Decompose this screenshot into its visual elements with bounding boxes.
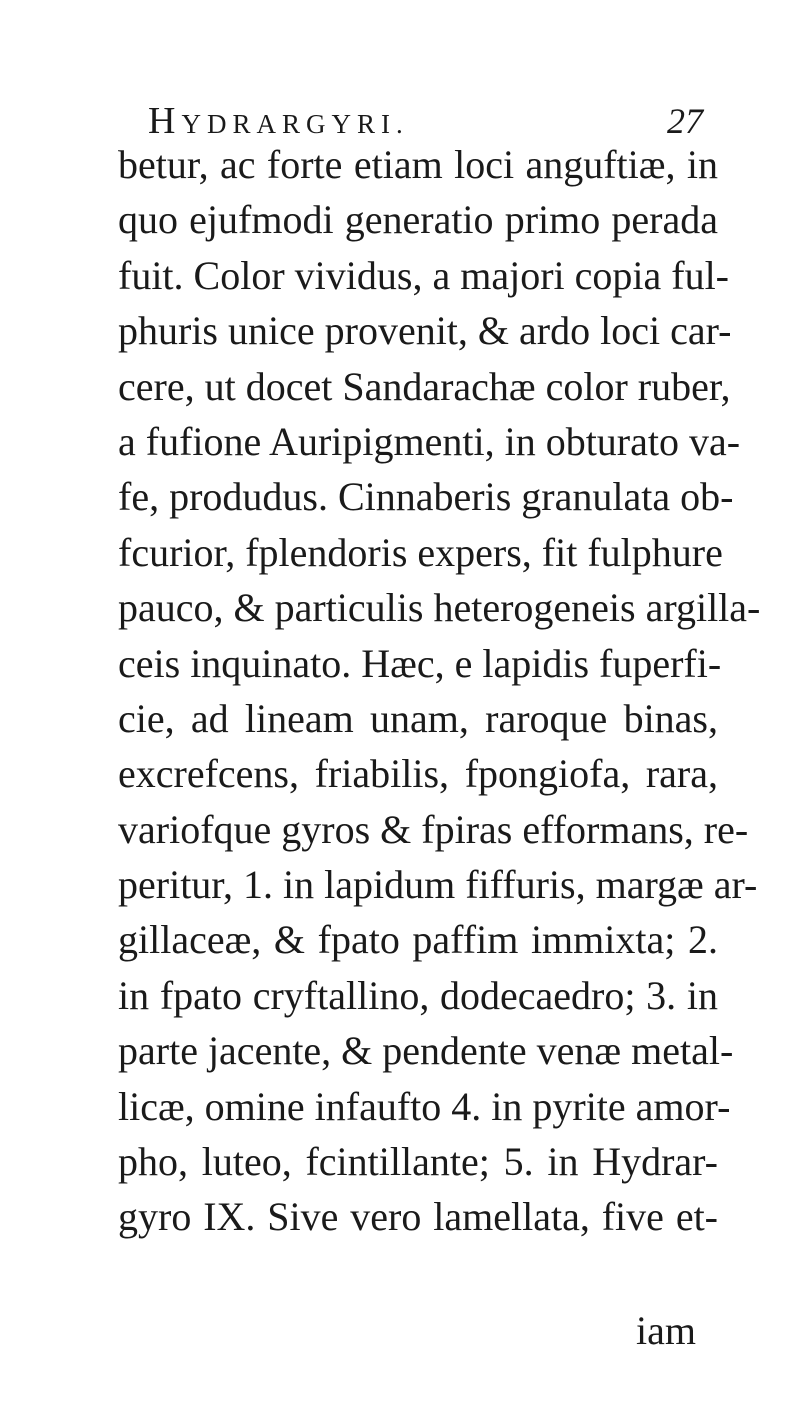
text-line: in fpato cryftallino, dodecaedro; 3. in — [118, 972, 718, 1018]
text-line: pauco, & particulis heterogeneis argilla- — [118, 585, 761, 631]
running-title-initial: H — [148, 100, 182, 142]
text-line: ceis inquinato. Hæc, e lapidis fuperfi- — [118, 640, 722, 686]
text-line: betur, ac forte etiam loci anguftiæ, in — [118, 142, 718, 187]
catchword: iam — [636, 1308, 696, 1353]
text-line: fe, produdus. Cinnaberis granulata ob- — [118, 474, 734, 520]
text-line: variofque gyros & fpiras efformans, re- — [118, 806, 749, 852]
text-line: licæ, omine infaufto 4. in pyrite amor- — [118, 1083, 731, 1129]
text-line: excrefcens, friabilis, fpongiofa, rara, — [118, 751, 718, 797]
text-line: gyro IX. Sive vero lamellata, five et- — [118, 1194, 718, 1240]
text-line: fuit. Color vividus, a majori copia ful- — [118, 252, 729, 298]
text-line: parte jacente, & pendente venæ metal- — [118, 1028, 734, 1074]
text-line: peritur, 1. in lapidum fiffuris, margæ ar- — [118, 862, 758, 908]
text-line: phuris unice provenit, & ardo loci car- — [118, 308, 732, 354]
text-line: gillaceæ, & fpato paffim immixta; 2. — [118, 917, 718, 963]
text-line: pho, luteo, fcintillante; 5. in Hydrar- — [118, 1139, 718, 1185]
body-text — [118, 137, 761, 1245]
text-line: cie, ad lineam unam, raroque binas, — [118, 695, 718, 741]
text-line: cere, ut docet Sandarachæ color ruber, — [118, 363, 731, 409]
text-line: fcurior, fplendoris expers, fit fulphure — [118, 529, 723, 575]
text-line: a fufione Auripigmenti, in obturato va- — [118, 418, 741, 464]
running-title-rest: YDRARGYRI. — [181, 109, 409, 139]
text-line: quo ejufmodi generatio primo perada — [118, 197, 718, 243]
page-number: 27 — [667, 101, 703, 141]
